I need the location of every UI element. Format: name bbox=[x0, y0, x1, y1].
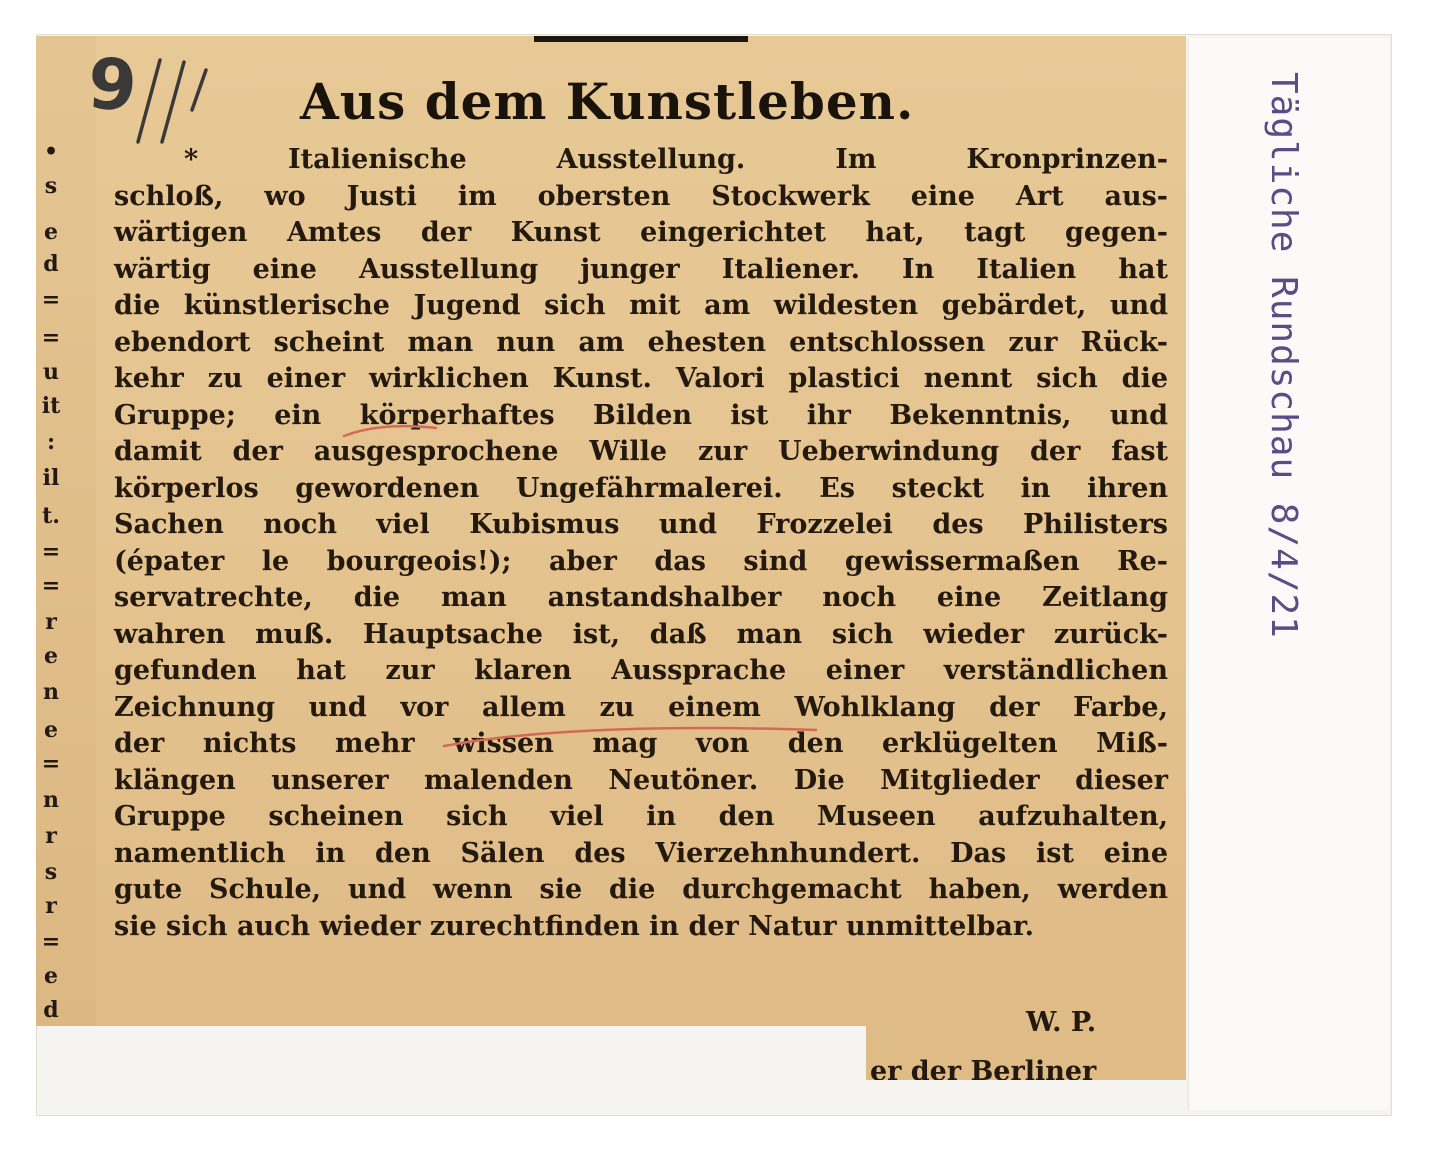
article-line: körperlos gewordenen Ungefährmalerei. Es steckt in ihren bbox=[114, 472, 1168, 504]
article-line: servatrechte, die man anstandshalber noch eine Zeitlang bbox=[114, 582, 1168, 613]
article-body bbox=[114, 142, 1168, 945]
typed-source-annotation: Tägliche Rundschau 8/4/21 bbox=[1263, 72, 1304, 639]
article-line: der nichts mehr wissen mag von den erklügelten Miß- bbox=[114, 728, 1168, 759]
fragment: u bbox=[43, 359, 59, 385]
article-line: die künstlerische Jugend sich mit am wildesten gebärdet, und bbox=[114, 290, 1168, 321]
article-line: * Italienische Ausstellung. Im Kronprinzen- bbox=[184, 144, 1168, 175]
fragment: il bbox=[42, 465, 60, 491]
fragment: r bbox=[45, 893, 57, 919]
fragment: d bbox=[43, 251, 59, 277]
article-line: wahren muß. Hauptsache ist, daß man sich wieder zurück- bbox=[114, 618, 1168, 650]
article-line: kehr zu einer wirklichen Kunst. Valori plastici nennt sich die bbox=[114, 363, 1168, 394]
article-line: damit der ausgesprochene Wille zur Ueberwindung der fast bbox=[114, 436, 1168, 467]
fragment: s bbox=[44, 859, 58, 885]
article-line: Sachen noch viel Kubismus und Frozzelei des Philisters bbox=[114, 509, 1168, 540]
fragment: • bbox=[43, 139, 59, 165]
article-line: ebendort scheint man nun am ehesten entschlossen zur Rück- bbox=[114, 326, 1168, 358]
fragment: t. bbox=[42, 503, 60, 529]
pencil-strokes bbox=[82, 40, 212, 150]
cutoff-next-article bbox=[870, 1050, 1170, 1080]
fragment: n bbox=[43, 679, 59, 705]
fragment: r bbox=[45, 823, 57, 849]
fragment: = bbox=[41, 573, 61, 599]
article-line: namentlich in den Sälen des Vierzehnhundert. Das ist eine bbox=[114, 837, 1168, 869]
article-line: klängen unserer malenden Neutöner. Die Mitglieder dieser bbox=[114, 764, 1168, 796]
article-line: gute Schule, und wenn sie die durchgemacht haben, werden bbox=[114, 874, 1168, 905]
red-underline-mark bbox=[340, 418, 440, 442]
fragment: r bbox=[45, 609, 57, 635]
fragment: e bbox=[44, 643, 58, 669]
fragment: e bbox=[44, 963, 58, 989]
article-line: gefunden hat zur klaren Aussprache einer verständlichen bbox=[114, 655, 1168, 686]
article-line: wärtigen Amtes der Kunst eingerichtet hat, tagt gegen- bbox=[114, 217, 1168, 248]
fragment: = bbox=[41, 539, 61, 565]
headline: Aus dem Kunstleben. bbox=[300, 72, 915, 131]
fragment: : bbox=[46, 429, 56, 455]
top-rule bbox=[534, 36, 748, 42]
author-signature: W. P. bbox=[1026, 1007, 1097, 1038]
fragment: = bbox=[41, 325, 61, 351]
article-line: Gruppe scheinen sich viel in den Museen aufzuhalten, bbox=[114, 801, 1168, 832]
fragment: e bbox=[44, 717, 58, 743]
article-line: Gruppe; ein körperhaftes Bilden ist ihr Bekenntnis, und bbox=[114, 399, 1168, 431]
fragment: d bbox=[43, 997, 59, 1023]
fragment: = bbox=[41, 751, 61, 777]
article-line: (épater le bourgeois!); aber das sind gewissermaßen Re- bbox=[114, 545, 1168, 577]
handwritten-number: 9 bbox=[85, 42, 140, 128]
fragment: = bbox=[41, 287, 61, 313]
fragment: it bbox=[41, 393, 61, 419]
cutoff-text: er der Berliner bbox=[870, 1056, 1097, 1080]
fragment: e bbox=[44, 219, 58, 245]
fragment: s bbox=[44, 173, 58, 199]
fragment: n bbox=[43, 787, 59, 813]
red-underline-mark bbox=[440, 718, 820, 752]
article-line: schloß, wo Justi im obersten Stockwerk eine Art aus- bbox=[114, 180, 1168, 212]
article-line: Zeichnung und vor allem zu einem Wohlklang der Farbe, bbox=[114, 691, 1168, 723]
article-line: sie sich auch wieder zurechtfinden in der Natur unmittelbar. bbox=[114, 910, 1035, 942]
article-line: wärtig eine Ausstellung junger Italiener. In Italien hat bbox=[114, 253, 1168, 285]
fragment: = bbox=[41, 929, 61, 955]
